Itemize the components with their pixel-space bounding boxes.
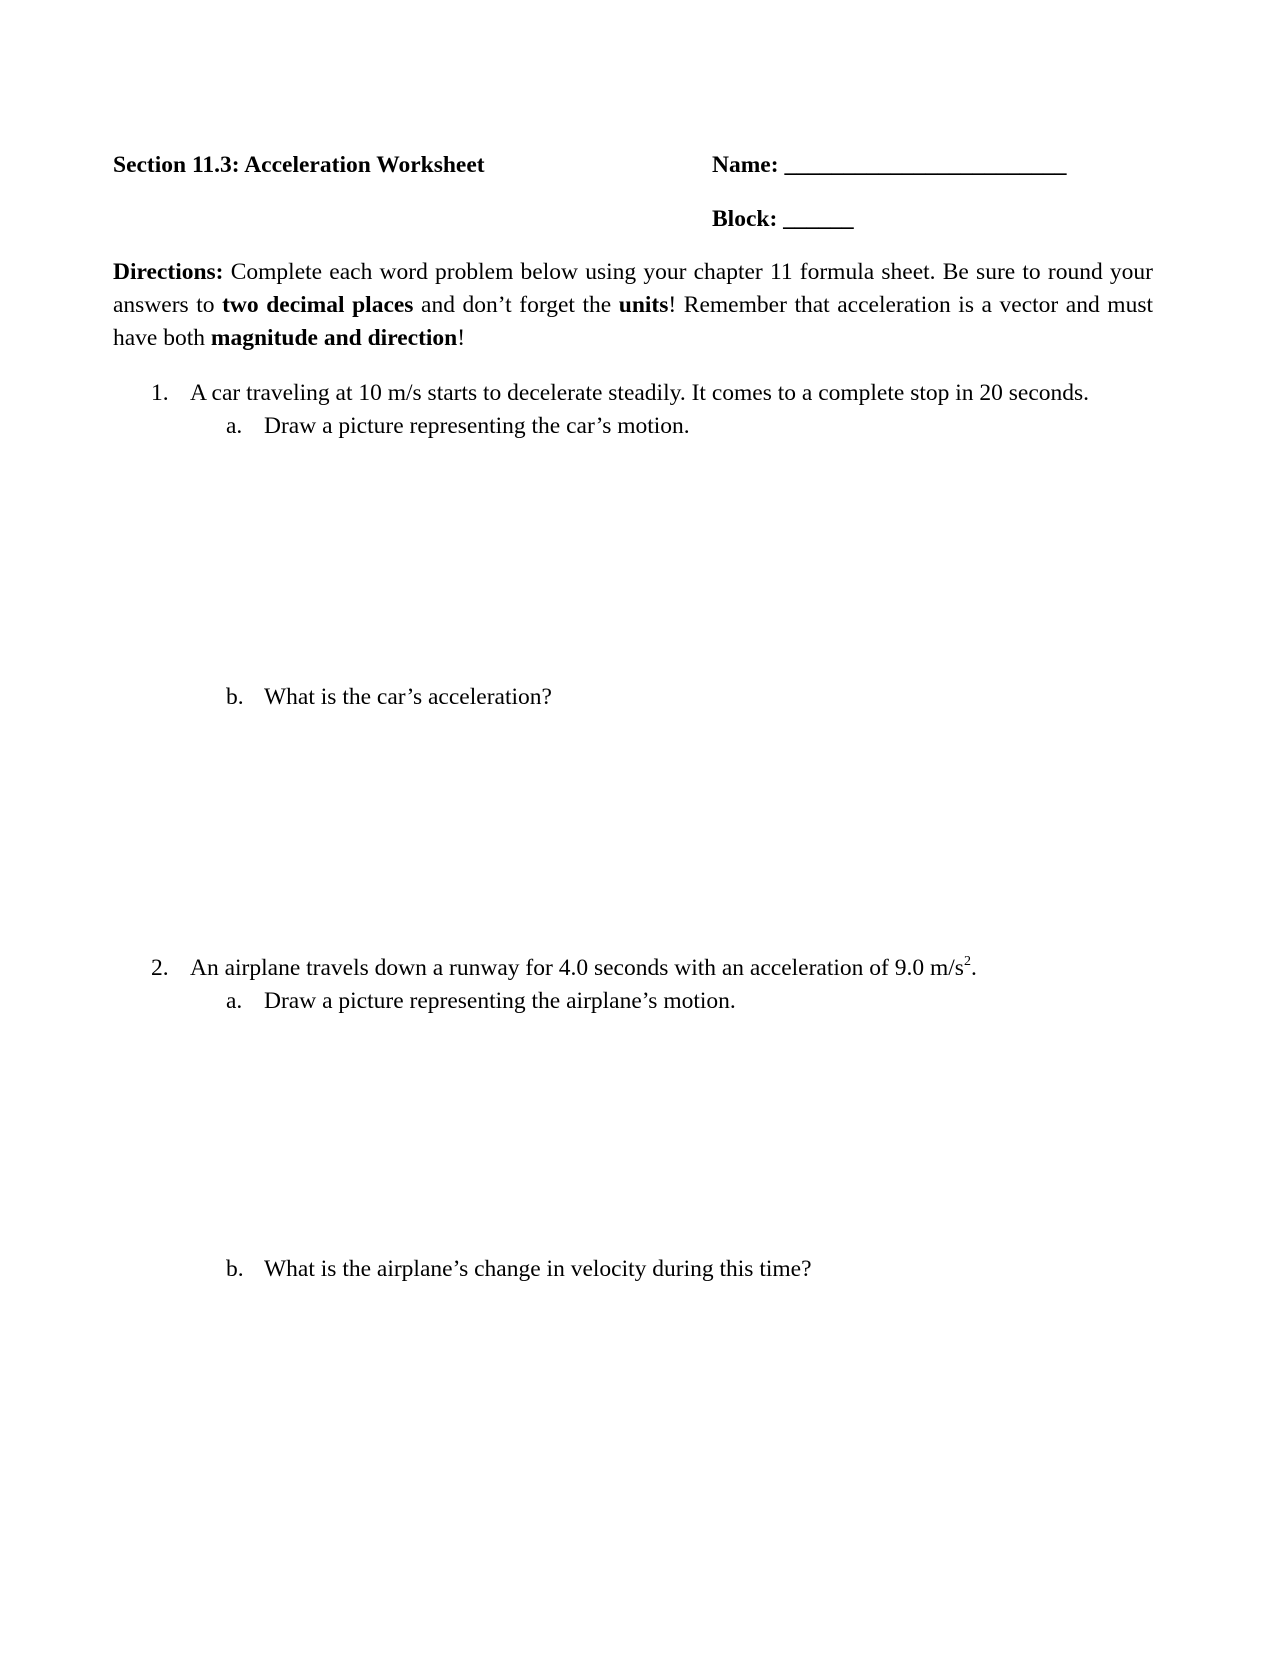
question-1a-letter: a. [226,413,243,439]
directions-label: Directions: [113,259,224,285]
question-1-number: 1. [151,380,169,406]
question-2-number: 2. [151,955,169,981]
block-label: Block: [712,206,778,232]
name-label: Name: [712,152,779,178]
question-2-exponent: 2 [963,954,971,969]
directions-text-4: ! [457,325,466,351]
worksheet-title: Section 11.3: Acceleration Worksheet [113,152,485,178]
question-2b-text: What is the airplane’s change in velocity during this time? [264,1256,812,1282]
question-2-text [190,955,977,982]
question-2a-text: Draw a picture representing the airplane’s motion. [264,988,736,1014]
directions-emphasis-decimals: two decimal places [222,292,414,318]
question-1b-text: What is the car’s acceleration? [264,684,552,710]
question-2b-letter: b. [226,1256,244,1282]
question-2a-letter: a. [226,988,243,1014]
directions-text-1: Complete each word problem below using your chapter 11 formula sheet. Be sure to round your answers to [113,259,1153,318]
block-field [712,206,854,233]
directions-text-2: and don’t forget the [413,292,619,318]
name-field [712,152,1066,179]
question-1b-letter: b. [226,684,244,710]
directions-paragraph [113,256,1153,355]
name-blank: ________________________ [784,152,1067,178]
question-1-text: A car traveling at 10 m/s starts to decelerate steadily. It comes to a complete stop in 20 seconds. [190,380,1090,406]
question-2-text-main: An airplane travels down a runway for 4.0 seconds with an acceleration of 9.0 m/s [190,955,964,981]
block-blank: ______ [783,206,854,232]
directions-text-3: ! Remember that acceleration is a vector and must have both [113,292,1153,351]
directions-emphasis-units: units [618,292,669,318]
question-2-text-end: . [970,955,977,981]
directions-emphasis-vector: magnitude and direction [210,325,458,351]
question-1a-text: Draw a picture representing the car’s motion. [264,413,690,439]
